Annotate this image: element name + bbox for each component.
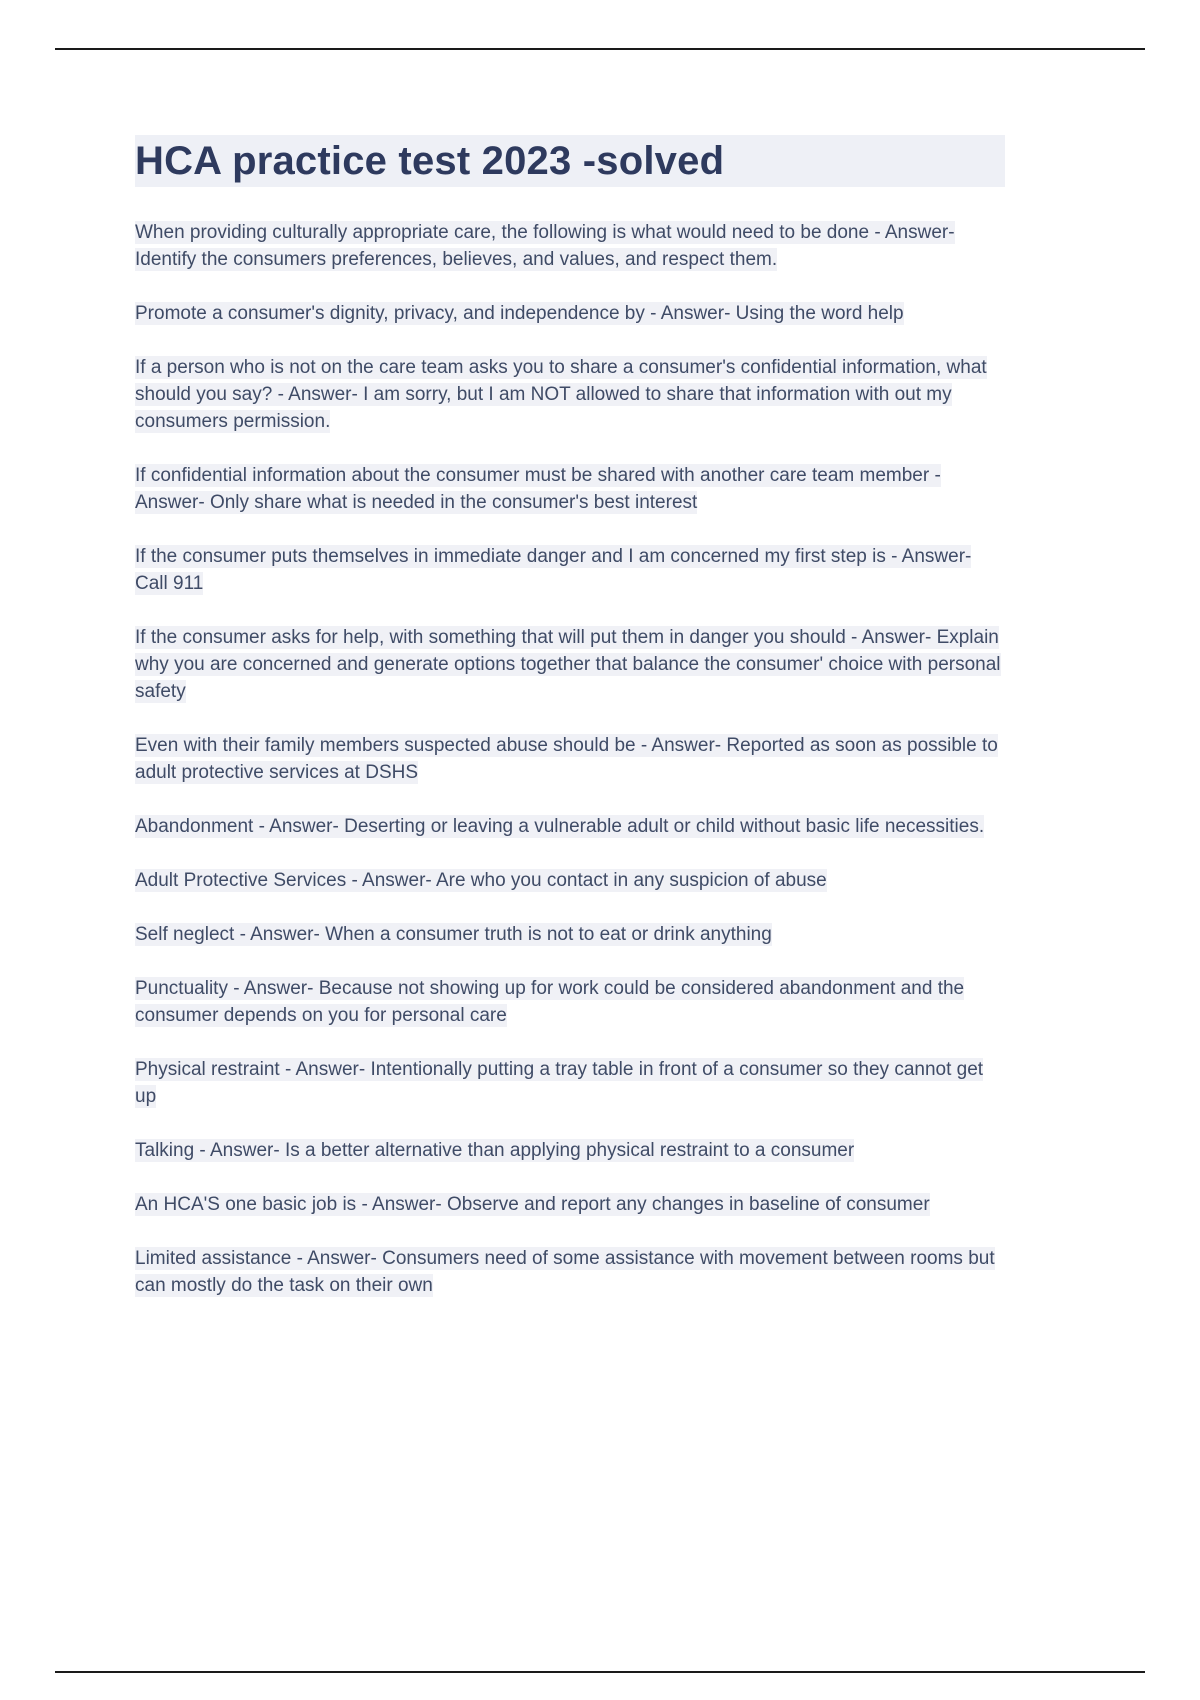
qa-text: If a person who is not on the care team asks you to share a consumer's confidential information, what should you say? - Answer- I am sorry, but I am NOT allowed to share that information with out my consumers permission. (135, 357, 987, 432)
qa-paragraph (135, 300, 1005, 327)
qa-paragraph (135, 624, 1005, 705)
qa-text: Self neglect - Answer- When a consumer truth is not to eat or drink anything (135, 924, 772, 945)
qa-paragraph (135, 1191, 1005, 1218)
qa-paragraph (135, 921, 1005, 948)
qa-paragraph (135, 867, 1005, 894)
qa-text: Limited assistance - Answer- Consumers need of some assistance with movement between rooms but can mostly do the task on their own (135, 1248, 995, 1296)
qa-paragraph (135, 975, 1005, 1029)
qa-paragraph (135, 543, 1005, 597)
qa-text: When providing culturally appropriate care, the following is what would need to be done - Answer- Identify the consumers preferences, believes, and values, and respect them. (135, 222, 955, 270)
qa-text: If the consumer asks for help, with something that will put them in danger you should - Answer- Explain why you are concerned and generate options together that balance the consumer' choice with personal safety (135, 627, 1001, 702)
qa-text: An HCA'S one basic job is - Answer- Observe and report any changes in baseline of consumer (135, 1194, 930, 1215)
qa-paragraph (135, 813, 1005, 840)
bottom-rule (55, 1671, 1145, 1673)
qa-text: Talking - Answer- Is a better alternative than applying physical restraint to a consumer (135, 1140, 855, 1161)
qa-paragraph (135, 1245, 1005, 1299)
qa-paragraph (135, 219, 1005, 273)
qa-text: Promote a consumer's dignity, privacy, and independence by - Answer- Using the word help (135, 303, 904, 324)
qa-paragraph (135, 732, 1005, 786)
qa-text: Even with their family members suspected abuse should be - Answer- Reported as soon as possible to adult protective services at DSHS (135, 735, 998, 783)
qa-paragraph (135, 462, 1005, 516)
qa-paragraph (135, 1137, 1005, 1164)
qa-text: Physical restraint - Answer- Intentionally putting a tray table in front of a consumer so they cannot get up (135, 1059, 984, 1107)
qa-text: Adult Protective Services - Answer- Are who you contact in any suspicion of abuse (135, 870, 827, 891)
document-body (135, 219, 1005, 1299)
qa-paragraph (135, 354, 1005, 435)
top-rule (55, 48, 1145, 50)
document-content (135, 135, 1005, 1326)
qa-text: Punctuality - Answer- Because not showing up for work could be considered abandonment and the consumer depends on you for personal care (135, 978, 965, 1026)
qa-text: If the consumer puts themselves in immediate danger and I am concerned my first step is - Answer- Call 911 (135, 546, 972, 594)
page-title: HCA practice test 2023 -solved (135, 135, 1005, 187)
qa-text: If confidential information about the consumer must be shared with another care team member - Answer- Only share what is needed in the consumer's best interest (135, 465, 941, 513)
qa-text: Abandonment - Answer- Deserting or leaving a vulnerable adult or child without basic life necessities. (135, 816, 985, 837)
qa-paragraph (135, 1056, 1005, 1110)
